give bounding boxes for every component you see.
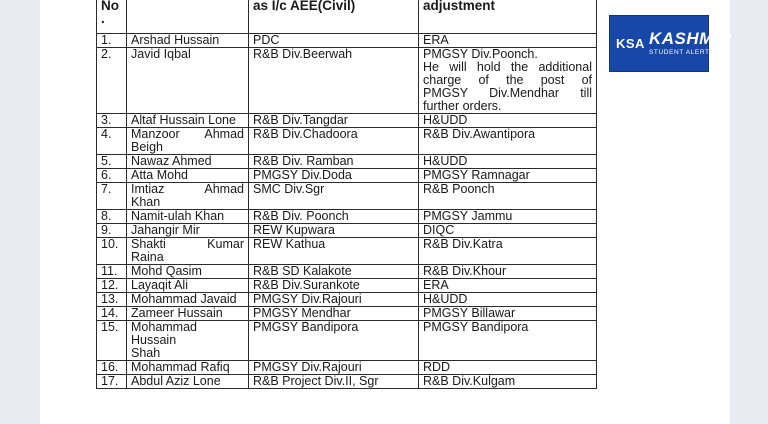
posting-table [96, 0, 597, 389]
row-number: 11. [97, 265, 127, 279]
officer-name-line: Imtiaz Ahmad [131, 182, 244, 196]
officer-name: Abdul Aziz Lone [127, 375, 249, 389]
table-header-row [97, 0, 597, 34]
posted-as: R&B Div. Ramban [249, 155, 419, 169]
header-name [127, 0, 249, 34]
table-row [97, 128, 597, 155]
row-number: 6. [97, 169, 127, 183]
table-row [97, 224, 597, 238]
adjustment: PMGSY Bandipora [419, 321, 597, 361]
officer-name: Zameer Hussain [127, 307, 249, 321]
header-no-dot: . [101, 11, 105, 26]
adjustment: PMGSY Jammu [419, 210, 597, 224]
officer-name-line: Shakti Kumar [131, 237, 244, 251]
adjustment-line: PMGSY Div.Mendhar till [423, 86, 592, 100]
adjustment: H&UDD [419, 114, 597, 128]
officer-name: Mohd Qasim [127, 265, 249, 279]
officer-name [127, 128, 249, 155]
officer-name [127, 238, 249, 265]
adjustment-line: charge of the post of [423, 73, 592, 87]
officer-name: Layaqit Ali [127, 279, 249, 293]
table-row [97, 265, 597, 279]
posted-as: R&B Div. Poonch [249, 210, 419, 224]
adjustment: R&B Div.Katra [419, 238, 597, 265]
table-row [97, 361, 597, 375]
officer-name-line: Raina [131, 250, 164, 264]
header-no-label: No [101, 0, 119, 13]
officer-name: Nawaz Ahmed [127, 155, 249, 169]
officer-name-line: Manzoor Ahmad [131, 127, 244, 141]
table-row [97, 238, 597, 265]
table-row [97, 210, 597, 224]
officer-name: Atta Mohd [127, 169, 249, 183]
row-number: 2. [97, 48, 127, 114]
officer-name-line: Mohammad Hussain [131, 320, 197, 347]
row-number: 15. [97, 321, 127, 361]
row-number: 13. [97, 293, 127, 307]
adjustment [419, 48, 597, 114]
row-number: 9. [97, 224, 127, 238]
table-row [97, 183, 597, 210]
posted-as: PMGSY Bandipora [249, 321, 419, 361]
posted-as: SMC Div.Sgr [249, 183, 419, 210]
row-number: 5. [97, 155, 127, 169]
posted-as: R&B Div.Chadoora [249, 128, 419, 155]
officer-name: Mohammad Rafiq [127, 361, 249, 375]
row-number: 12. [97, 279, 127, 293]
officer-name-line: Khan [131, 195, 161, 209]
table-row [97, 48, 597, 114]
posted-as: REW Kupwara [249, 224, 419, 238]
posted-as: R&B Div.Tangdar [249, 114, 419, 128]
row-number: 7. [97, 183, 127, 210]
posted-as: PMGSY Mendhar [249, 307, 419, 321]
row-number: 16. [97, 361, 127, 375]
adjustment: RDD [419, 361, 597, 375]
table-row [97, 155, 597, 169]
adjustment-line: further orders. [423, 99, 502, 113]
table-row [97, 375, 597, 389]
logo-ksa-text: KSA [616, 36, 645, 51]
adjustment: PMGSY Billawar [419, 307, 597, 321]
logo-sub-text: STUDENT ALERTS [648, 49, 715, 56]
posted-as: PMGSY Div.Doda [249, 169, 419, 183]
officer-name-line: Beigh [131, 140, 163, 154]
adjustment: R&B Poonch [419, 183, 597, 210]
posted-as: PDC [249, 34, 419, 48]
header-no [97, 0, 127, 34]
table-row [97, 169, 597, 183]
officer-name: Mohammad Javaid [127, 293, 249, 307]
row-number: 10. [97, 238, 127, 265]
posted-as: R&B Div.Surankote [249, 279, 419, 293]
adjustment: R&B Div.Kulgam [419, 375, 597, 389]
kashmir-student-alerts-logo [609, 15, 732, 72]
officer-name: Javid Iqbal [127, 48, 249, 114]
table-row [97, 34, 597, 48]
posted-as: PMGSY Div.Rajouri [249, 293, 419, 307]
table-row [97, 293, 597, 307]
table-row [97, 307, 597, 321]
adjustment: H&UDD [419, 155, 597, 169]
adjustment: R&B Div.Khour [419, 265, 597, 279]
officer-name [127, 183, 249, 210]
adjustment: R&B Div.Awantipora [419, 128, 597, 155]
row-number: 8. [97, 210, 127, 224]
logo-main-text: KASHMIR [648, 29, 732, 48]
adjustment: ERA [419, 279, 597, 293]
row-number: 17. [97, 375, 127, 389]
row-number: 1. [97, 34, 127, 48]
officer-name: Namit-ulah Khan [127, 210, 249, 224]
header-posted-as: as I/c AEE(Civil) [249, 0, 419, 34]
header-adjustment: adjustment [419, 0, 597, 34]
officer-name: Jahangir Mir [127, 224, 249, 238]
adjustment: DIQC [419, 224, 597, 238]
row-number: 14. [97, 307, 127, 321]
officer-name: Altaf Hussain Lone [127, 114, 249, 128]
row-number: 4. [97, 128, 127, 155]
posted-as: R&B SD Kalakote [249, 265, 419, 279]
adjustment-line: PMGSY Div.Poonch. [423, 47, 538, 61]
officer-name: Arshad Hussain [127, 34, 249, 48]
posted-as: R&B Div.Beerwah [249, 48, 419, 114]
adjustment: PMGSY Ramnagar [419, 169, 597, 183]
row-number: 3. [97, 114, 127, 128]
officer-name-line: Shah [131, 346, 161, 360]
table-row [97, 279, 597, 293]
posted-as: R&B Project Div.II, Sgr [249, 375, 419, 389]
adjustment: H&UDD [419, 293, 597, 307]
table-row [97, 114, 597, 128]
posted-as: REW Kathua [249, 238, 419, 265]
adjustment-line: He will hold the additional [423, 60, 592, 74]
posted-as: PMGSY Div.Rajouri [249, 361, 419, 375]
adjustment: ERA [419, 34, 597, 48]
officer-name [127, 321, 249, 361]
table-row [97, 321, 597, 361]
